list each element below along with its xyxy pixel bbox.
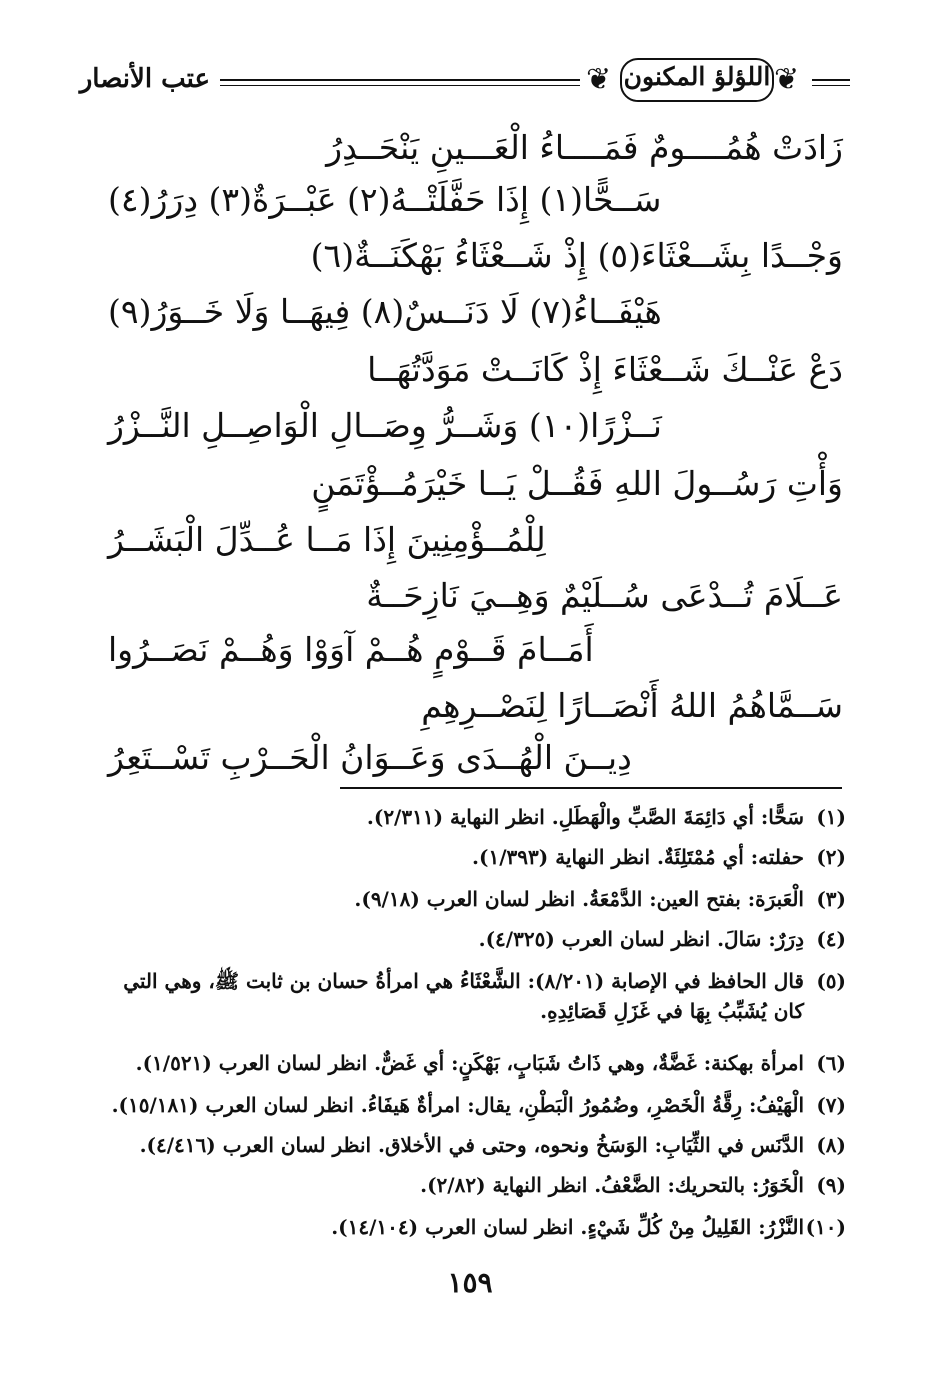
footnote-number: (٣) [816, 887, 846, 911]
header-rule-right [812, 79, 850, 81]
footnote-number: (٩) [816, 1173, 846, 1197]
verse-11: سَــمَّاهُمُ اللهُ أَنْصَــارًا لِنَصْــرِهِمِ [421, 686, 843, 725]
footnote-text: الْخَوَرُ: بالتحريك: الضَّعْفُ. انظر النهاية (٢/٨٢). [420, 1173, 804, 1197]
footnote-number: (٦) [816, 1051, 846, 1075]
footnote-text: حفلته: أي مُمْتَلِئَةٌ. انظر النهاية (١/٣٩٣). [472, 845, 804, 869]
footnote-text: دِرَرٌ: سَالَ. انظر لسان العرب (٤/٣٢٥). [478, 927, 804, 951]
footnote-7 [100, 1090, 846, 1120]
verse-4: هَيْفَــاءُ(٧) لَا دَنَــسٌ(٨) فِيهَــا وَلَا خَــوَرُ(٩) [108, 292, 662, 331]
footnote-text: الْعَبرَة: بفتح العين: الدَّمْعَةُ. انظر لسان العرب (٩/١٨). [354, 887, 804, 911]
footnote-5 [100, 966, 846, 1026]
footnote-number: (١٠) [805, 1215, 846, 1239]
footnote-text: النَّزْرُ: القَلِيلُ مِنْ كُلِّ شَيْءٍ. انظر لسان العرب (١٤/١٠٤). [331, 1215, 804, 1239]
footnote-text: امرأة بهكنة: غَضَّةٌ، وهي ذَاتُ شَبَابٍ، بَهْكَنٍ: أي غَضٌّ. انظر لسان العرب (١/٥٢١). [135, 1051, 804, 1075]
verse-1: زَادَتْ هُمُــــومٌ فَمَــــاءُ الْعَـــينِ يَنْحَــدِرُ [326, 128, 843, 167]
footnote-number: (٨) [816, 1133, 846, 1157]
verse-12: دِيــنَ الْهُــدَى وَعَــوَانُ الْحَــرْبِ تَسْــتَعِرُ [108, 738, 632, 777]
footnote-number: (٥) [816, 969, 846, 993]
header-rule-left-thin [220, 85, 580, 86]
footnote-number: (١) [816, 805, 846, 829]
footnote-separator [340, 787, 842, 789]
page-number: ١٥٩ [447, 1266, 493, 1299]
chapter-title: عتب الأنصار [79, 64, 210, 94]
footnote-2 [100, 842, 846, 872]
book-title-frame [580, 52, 810, 108]
verse-6: نَــزْرًا(١٠) وَشَــرُّ وِصَــالِ الْوَاصِــلِ النَّــزْرُ [108, 406, 662, 445]
footnote-9 [100, 1170, 846, 1200]
footnote-text: الدَّنَس في الثِّيَابِ: الوَسَخُ ونحوه، وحتى في الأخلاق. انظر لسان العرب (٤/٤١٦). [139, 1133, 804, 1157]
header-rule-right-thin [812, 85, 850, 86]
footnote-continuation: كان يُشَبِّبُ بِهَا في غَزَلِ قَصَائِدِهِ. [540, 999, 804, 1023]
footnote-number: (٤) [816, 927, 846, 951]
footnote-text: الْهَيْفُ: رِقَّةُ الْخَصْرِ، وضُمُورُ الْبَطْنِ، يقال: امرأةٌ هَيفَاءُ. انظر لسان العرب (١٥/١٨١). [111, 1093, 804, 1117]
verse-2: سَــحًّا(١) إِذَا حَفَّلَتْــهُ(٢) عَبْــرَةٌ(٣) دِرَرُ(٤) [108, 180, 662, 219]
verse-10: أَمَــامَ قَــوْمٍ هُــمْ آوَوْا وَهُــمْ نَصَــرُوا [108, 630, 594, 669]
ornament-left-icon: ❦ [586, 62, 612, 97]
header-rule-left [220, 79, 580, 81]
footnote-1 [100, 802, 846, 832]
ornament-right-icon: ❦ [774, 62, 800, 97]
footnote-text: سَحًّا: أي دَائِمَةَ الصَّبِّ والْهَطَلِ. انظر النهاية (٢/٣١١). [366, 805, 804, 829]
book-title: اللؤلؤ المكنون [623, 62, 771, 91]
page-header [60, 52, 850, 108]
footnote-10 [100, 1212, 846, 1242]
verse-5: دَعْ عَنْــكَ شَــعْثَاءَ إِذْ كَانَــتْ مَوَدَّتُهَــا [367, 350, 843, 389]
footnote-4 [100, 924, 846, 954]
verse-9: عَــلَامَ تُــدْعَى سُــلَيْمٌ وَهِــيَ نَازِحَــةٌ [366, 576, 843, 615]
footnote-3 [100, 884, 846, 914]
footnote-text: قال الحافظ في الإصابة (٨/٢٠١): الشَّعْثَاءُ هي امرأةُ حسان بن ثابت ﷺ، وهي التي [123, 969, 804, 993]
footnote-number: (٧) [816, 1093, 846, 1117]
verse-7: وَأْتِ رَسُــولَ اللهِ فَقُــلْ يَــا خَيْرَمُــؤْتَمَنٍ [311, 464, 843, 503]
footnote-8 [100, 1130, 846, 1160]
footnote-6 [100, 1048, 846, 1078]
verse-8: لِلْمُــؤْمِنِينَ إِذَا مَــا عُــدِّلَ الْبَشَــرُ [108, 520, 546, 559]
footnote-number: (٢) [816, 845, 846, 869]
verse-3: وَجْــدًا بِشَــعْثَاءَ(٥) إِذْ شَــعْثَاءُ بَهْكَنَــةٌ(٦) [310, 236, 843, 275]
